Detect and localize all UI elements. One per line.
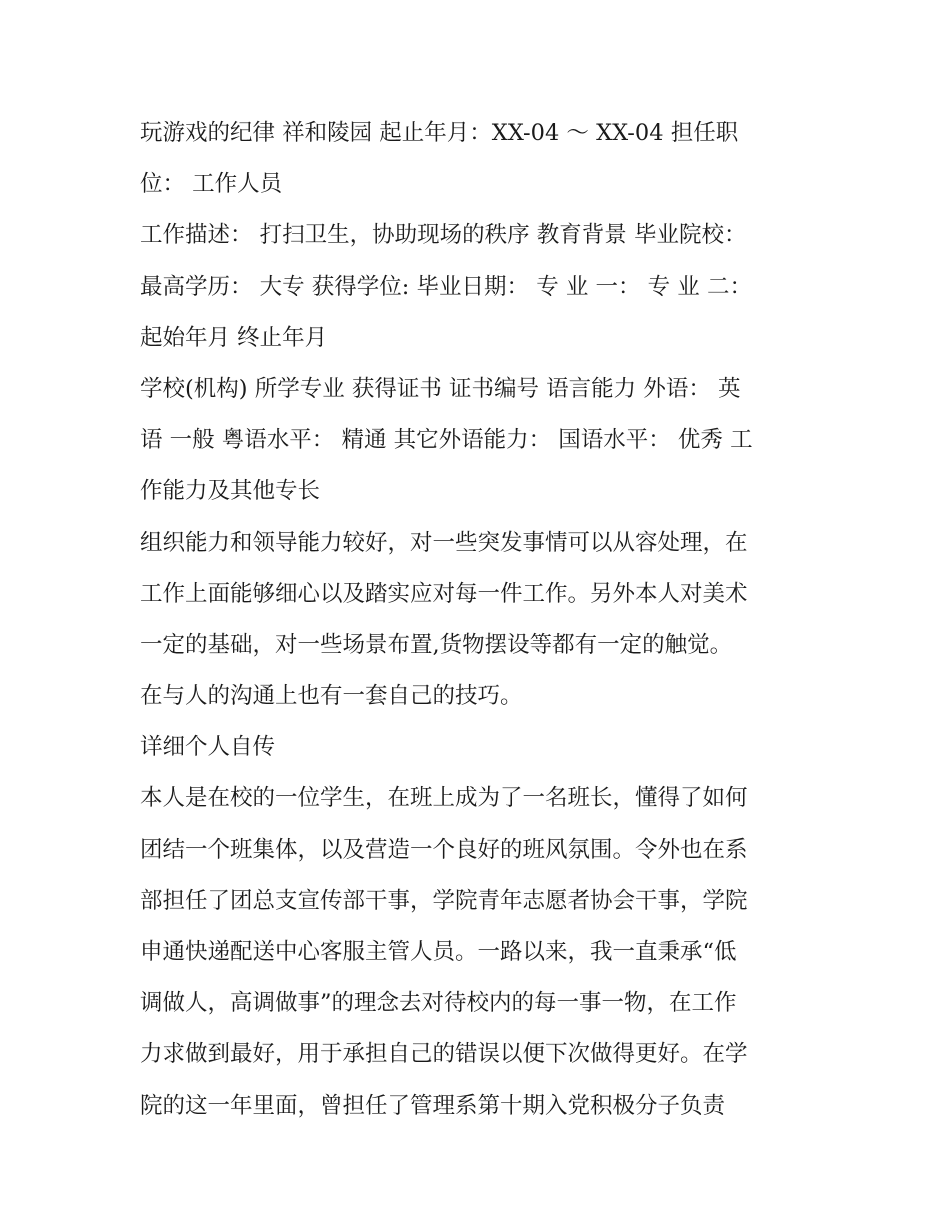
section-heading: 详细个人自传 xyxy=(140,734,276,761)
text-line: 起始年月 终止年月 xyxy=(140,324,328,351)
text-line: 玩游戏的纪律 祥和陵园 起止年月：XX-04 ～ XX-04 担任职 xyxy=(140,120,739,146)
document-body xyxy=(140,108,830,1132)
text-line: 组织能力和领导能力较好，对一些突发事情可以从容处理，在 xyxy=(140,529,748,556)
text-line: 院的这一年里面，曾担任了管理系第十期入党积极分子负责 xyxy=(140,1092,726,1119)
text-line: 最高学历： 大专 获得学位: 毕业日期： 专 业 一： 专 业 二： xyxy=(140,273,752,300)
text-line: 调做人，高调做事”的理念去对待校内的每一事一物，在工作 xyxy=(140,990,737,1017)
text-line: 部担任了团总支宣传部干事，学院青年志愿者协会干事，学院 xyxy=(140,887,748,914)
text-line: 工作描述： 打扫卫生，协助现场的秩序 教育背景 毕业院校： xyxy=(140,222,747,249)
text-line: 本人是在校的一位学生，在班上成为了一名班长，懂得了如何 xyxy=(140,785,748,812)
text-line: 在与人的沟通上也有一套自己的技巧。 xyxy=(140,683,523,710)
text-line: 位： 工作人员 xyxy=(140,171,283,198)
text-line: 学校(机构) 所学专业 获得证书 证书编号 语言能力 外语： 英 xyxy=(140,375,741,402)
text-line: 工作上面能够细心以及踏实应对每一件工作。另外本人对美术 xyxy=(140,580,748,607)
text-line: 团结一个班集体，以及营造一个良好的班风氛围。令外也在系 xyxy=(140,836,748,863)
text-line: 申通快递配送中心客服主管人员。一路以来，我一直秉承“低 xyxy=(140,939,737,965)
text-line: 力求做到最好，用于承担自己的错误以便下次做得更好。在学 xyxy=(140,1041,748,1068)
text-line: 作能力及其他专长 xyxy=(140,478,321,505)
text-line: 一定的基础，对一些场景布置,货物摆设等都有一定的触觉。 xyxy=(140,631,733,658)
text-line: 语 一般 粤语水平： 精通 其它外语能力： 国语水平： 优秀 工 xyxy=(140,427,753,454)
